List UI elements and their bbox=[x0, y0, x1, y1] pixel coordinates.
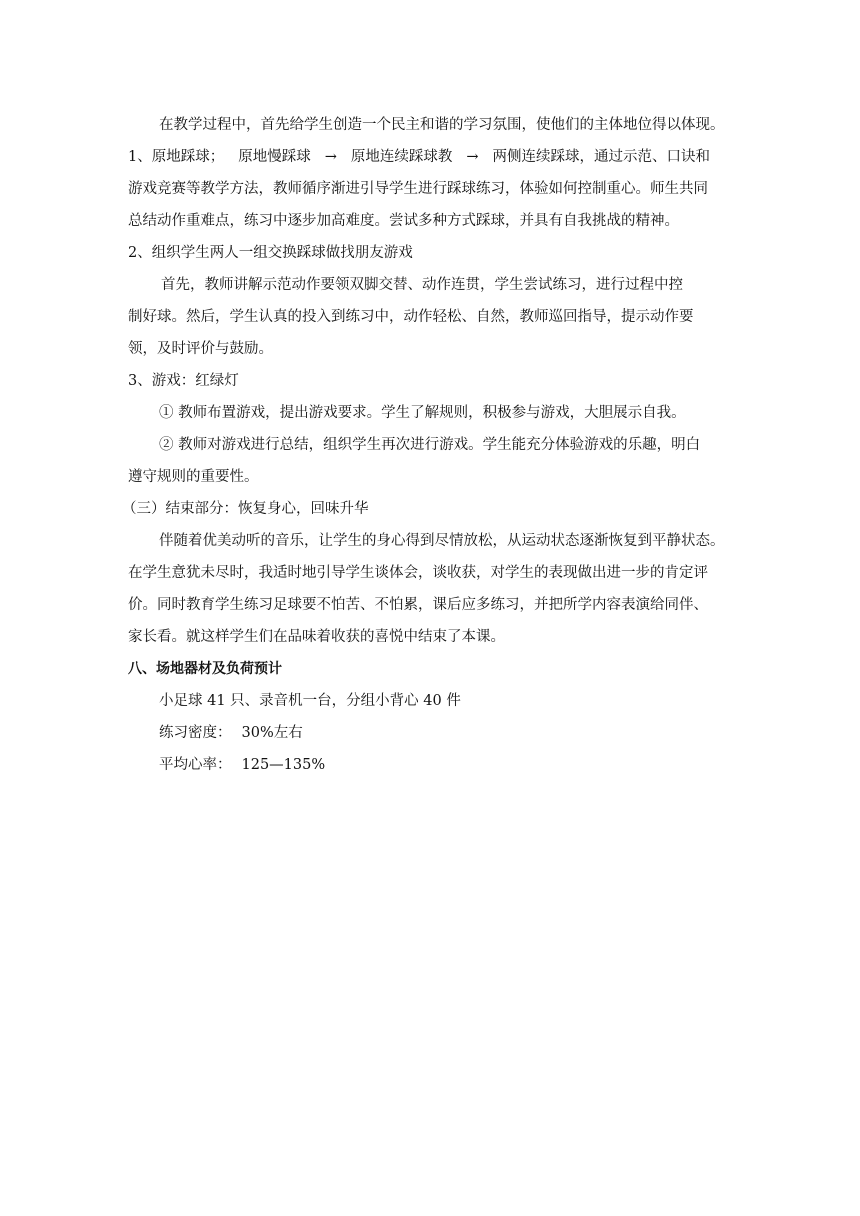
heart-rate-value: 125—135% bbox=[241, 757, 326, 773]
closing-line-4: 家长看。就这样学生们在品味着收获的喜悦中结束了本课。 bbox=[128, 629, 505, 645]
closing-line-1: 伴随着优美动听的音乐，让学生的身心得到尽情放松，从运动状态逐渐恢复到平静状态。 bbox=[159, 533, 725, 549]
step-2-line-1: 首先，教师讲解示范动作要领双脚交替、动作连贯，学生尝试练习，进行过程中控 bbox=[161, 277, 683, 293]
step-1-stage-3: 两侧连续踩球，通过示范、口诀和 bbox=[492, 149, 711, 165]
closing-line-3: 价。同时教育学生练习足球要不怕苦、不怕累，课后应多练习，并把所学内容表演给同伴、 bbox=[128, 597, 708, 613]
section-8-heading: 八、场地器材及负荷预计 bbox=[128, 661, 282, 677]
game-item-2-line-1: ② 教师对游戏进行总结，组织学生再次进行游戏。学生能充分体验游戏的乐趣，明白 bbox=[159, 437, 701, 453]
heart-rate-line bbox=[159, 755, 325, 775]
density-value: 30%左右 bbox=[241, 725, 303, 741]
step-1-line-2: 游戏竞赛等教学方法，教师循序渐进引导学生进行踩球练习，体验如何控制重心。师生共同 bbox=[128, 181, 708, 197]
closing-line-2: 在学生意犹未尽时，我适时地引导学生谈体会，谈收获，对学生的表现做出进一步的肯定评 bbox=[128, 565, 708, 581]
arrow-right-icon: → bbox=[466, 149, 479, 165]
step-2-heading: 2、组织学生两人一组交换踩球做找朋友游戏 bbox=[128, 245, 413, 261]
intro-paragraph: 在教学过程中，首先给学生创造一个民主和谐的学习氛围，使他们的主体地位得以体现。 bbox=[159, 117, 725, 133]
game-item-1: ① 教师布置游戏，提出游戏要求。学生了解规则，积极参与游戏，大胆展示自我。 bbox=[159, 405, 686, 421]
step-3-heading: 3、游戏：红绿灯 bbox=[128, 373, 239, 389]
step-1-stage-1: 原地慢踩球 bbox=[238, 149, 311, 165]
step-1-label: 1、原地踩球； bbox=[128, 149, 225, 165]
heart-rate-label: 平均心率： bbox=[159, 757, 232, 773]
step-2-line-2: 制好球。然后，学生认真的投入到练习中，动作轻松、自然，教师巡回指导，提示动作要 bbox=[128, 309, 694, 325]
game-item-2-line-2: 遵守规则的重要性。 bbox=[128, 469, 259, 485]
step-2-line-3: 领，及时评价与鼓励。 bbox=[128, 341, 273, 357]
equipment-line: 小足球 41 只、录音机一台，分组小背心 40 件 bbox=[159, 693, 461, 709]
step-1-line-1 bbox=[128, 147, 710, 167]
section-3-heading: （三）结束部分：恢复身心，回味升华 bbox=[122, 501, 369, 517]
step-1-stage-2: 原地连续踩球教 bbox=[350, 149, 453, 165]
arrow-right-icon: → bbox=[324, 149, 337, 165]
density-label: 练习密度： bbox=[159, 725, 232, 741]
density-line bbox=[159, 723, 303, 743]
step-1-line-3: 总结动作重难点，练习中逐步加高难度。尝试多种方式踩球，并具有自我挑战的精神。 bbox=[128, 213, 679, 229]
